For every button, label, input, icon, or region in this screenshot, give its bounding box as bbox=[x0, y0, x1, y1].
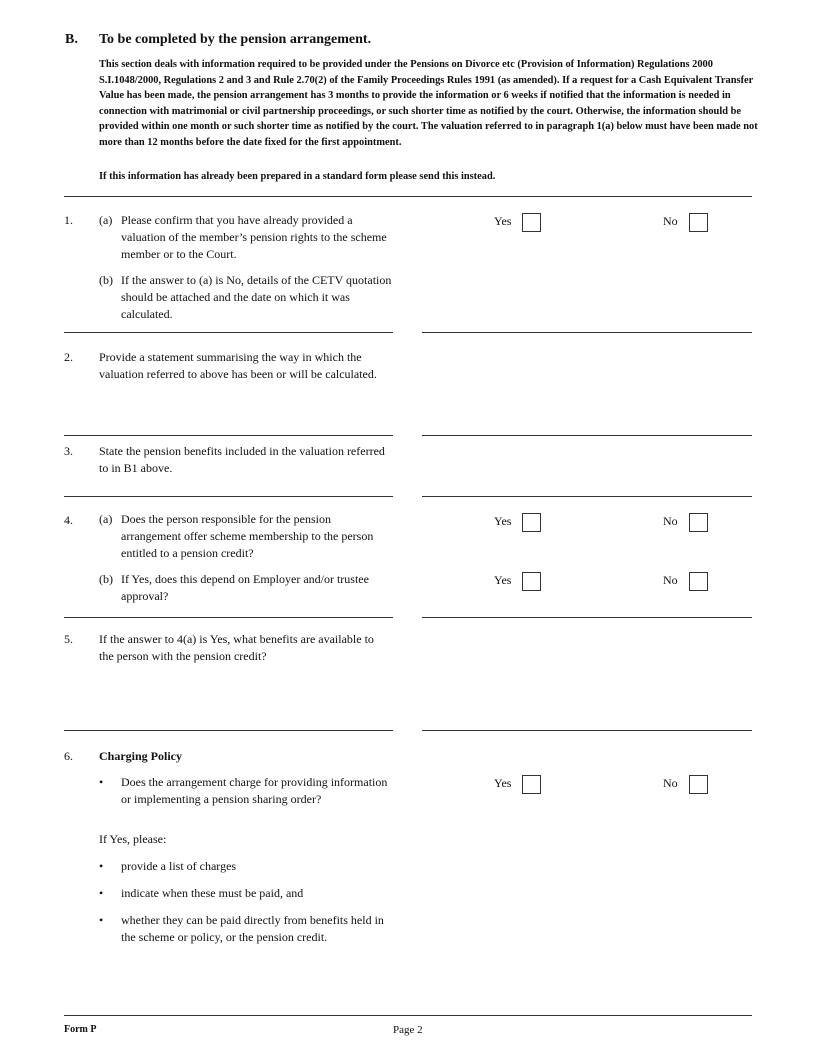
q1a-no-label: No bbox=[663, 214, 678, 228]
q1a bbox=[99, 212, 399, 263]
q6-title: Charging Policy bbox=[99, 749, 182, 763]
section-letter: B. bbox=[65, 32, 78, 47]
q1a-text: Please confirm that you have already provided a valuation of the member’s pension rights to the scheme member or to the Court. bbox=[121, 213, 387, 261]
q4b-no-label: No bbox=[663, 573, 678, 587]
q6-question-text: Does the arrangement charge for providing information or implementing a pension sharing order? bbox=[121, 775, 388, 806]
q4b-label: (b) bbox=[99, 572, 113, 586]
answer-line[interactable] bbox=[422, 435, 752, 436]
q1a-no-checkbox[interactable] bbox=[689, 213, 708, 232]
q6-item bbox=[99, 858, 389, 875]
footer-divider bbox=[64, 1015, 752, 1016]
q6-question bbox=[99, 774, 389, 808]
q4a-text: Does the person responsible for the pension arrangement offer scheme membership to the person entitled to a pension credit? bbox=[121, 512, 374, 560]
bullet: • bbox=[99, 859, 104, 873]
q5-number: 5. bbox=[64, 632, 73, 646]
q3-text: State the pension benefits included in the valuation referred to in B1 above. bbox=[99, 444, 385, 475]
q6-if-yes: If Yes, please: bbox=[99, 832, 167, 846]
answer-line[interactable] bbox=[422, 332, 752, 333]
section-title: To be completed by the pension arrangement. bbox=[99, 32, 372, 47]
divider bbox=[64, 435, 393, 436]
q1-block bbox=[99, 212, 399, 323]
q2-text: Provide a statement summarising the way in which the valuation referred to above has been or will be calculated. bbox=[99, 350, 377, 381]
section-intro: This section deals with information required to be provided under the Pensions on Divorce etc (Provision of Information) Regulations 2000 S.I.1048/2000, Regulations 2 and 3 and Rule 2.70(2) of the Family Proceedings Rules 1991 (as amended). If a request for a Cash Equivalent Transfer Value has been made, the pension arrangement has 3 months to provide the information or 6 weeks if notified that the information is needed in connection with matrimonial or civil partnership proceedings, or such shorter time as notified by the court. Otherwise, the information should be provided within one month or such shorter time as notified by the court. The valuation referred to in paragraph 1(a) below must have been made not more than 12 months before the date fixed for the first appointment. bbox=[99, 59, 758, 148]
section-note: If this information has already been prepared in a standard form please send this instead. bbox=[99, 171, 496, 182]
q6-number: 6. bbox=[64, 749, 73, 763]
q6-yes-label: Yes bbox=[494, 776, 512, 790]
q4-block bbox=[99, 511, 389, 605]
q1-number: 1. bbox=[64, 213, 73, 227]
divider bbox=[64, 730, 393, 731]
q3-number: 3. bbox=[64, 444, 73, 458]
q4a-yes-label: Yes bbox=[494, 514, 512, 528]
q6-item-text: indicate when these must be paid, and bbox=[121, 886, 304, 900]
q4b-yes-label: Yes bbox=[494, 573, 512, 587]
q6-no-label: No bbox=[663, 776, 678, 790]
q4a-no-label: No bbox=[663, 514, 678, 528]
q4b-text: If Yes, does this depend on Employer and/or trustee approval? bbox=[121, 572, 369, 603]
q4a-label: (a) bbox=[99, 512, 113, 526]
divider bbox=[64, 332, 393, 333]
q1b bbox=[99, 272, 399, 323]
divider bbox=[64, 617, 393, 618]
q1a-yes-label: Yes bbox=[494, 214, 512, 228]
q6-item-text: provide a list of charges bbox=[121, 859, 237, 873]
q1b-label: (b) bbox=[99, 273, 113, 287]
q6-item bbox=[99, 885, 389, 902]
bullet: • bbox=[99, 886, 104, 900]
q5-text: If the answer to 4(a) is Yes, what benefits are available to the person with the pension credit? bbox=[99, 632, 374, 663]
q1a-label: (a) bbox=[99, 213, 113, 227]
divider bbox=[64, 196, 752, 197]
q4b-no-checkbox[interactable] bbox=[689, 572, 708, 591]
q4a-yes-checkbox[interactable] bbox=[522, 513, 541, 532]
q4a-no-checkbox[interactable] bbox=[689, 513, 708, 532]
q1a-yes-checkbox[interactable] bbox=[522, 213, 541, 232]
q6-item-text: whether they can be paid directly from benefits held in the scheme or policy, or the pension credit. bbox=[121, 913, 384, 944]
answer-line[interactable] bbox=[422, 730, 752, 731]
answer-line[interactable] bbox=[422, 496, 752, 497]
q4-number: 4. bbox=[64, 513, 73, 527]
footer-page-number: Page 2 bbox=[393, 1024, 423, 1036]
footer-form-name: Form P bbox=[64, 1024, 97, 1035]
q6-no-checkbox[interactable] bbox=[689, 775, 708, 794]
q4a bbox=[99, 511, 389, 562]
bullet: • bbox=[99, 775, 104, 789]
q6-yes-checkbox[interactable] bbox=[522, 775, 541, 794]
answer-line[interactable] bbox=[422, 617, 752, 618]
bullet: • bbox=[99, 913, 104, 927]
q4b-yes-checkbox[interactable] bbox=[522, 572, 541, 591]
q6-item bbox=[99, 912, 389, 946]
q4b bbox=[99, 571, 389, 605]
divider bbox=[64, 496, 393, 497]
q1b-text: If the answer to (a) is No, details of the CETV quotation should be attached and the date on which it was calculated. bbox=[121, 273, 392, 321]
q2-number: 2. bbox=[64, 350, 73, 364]
